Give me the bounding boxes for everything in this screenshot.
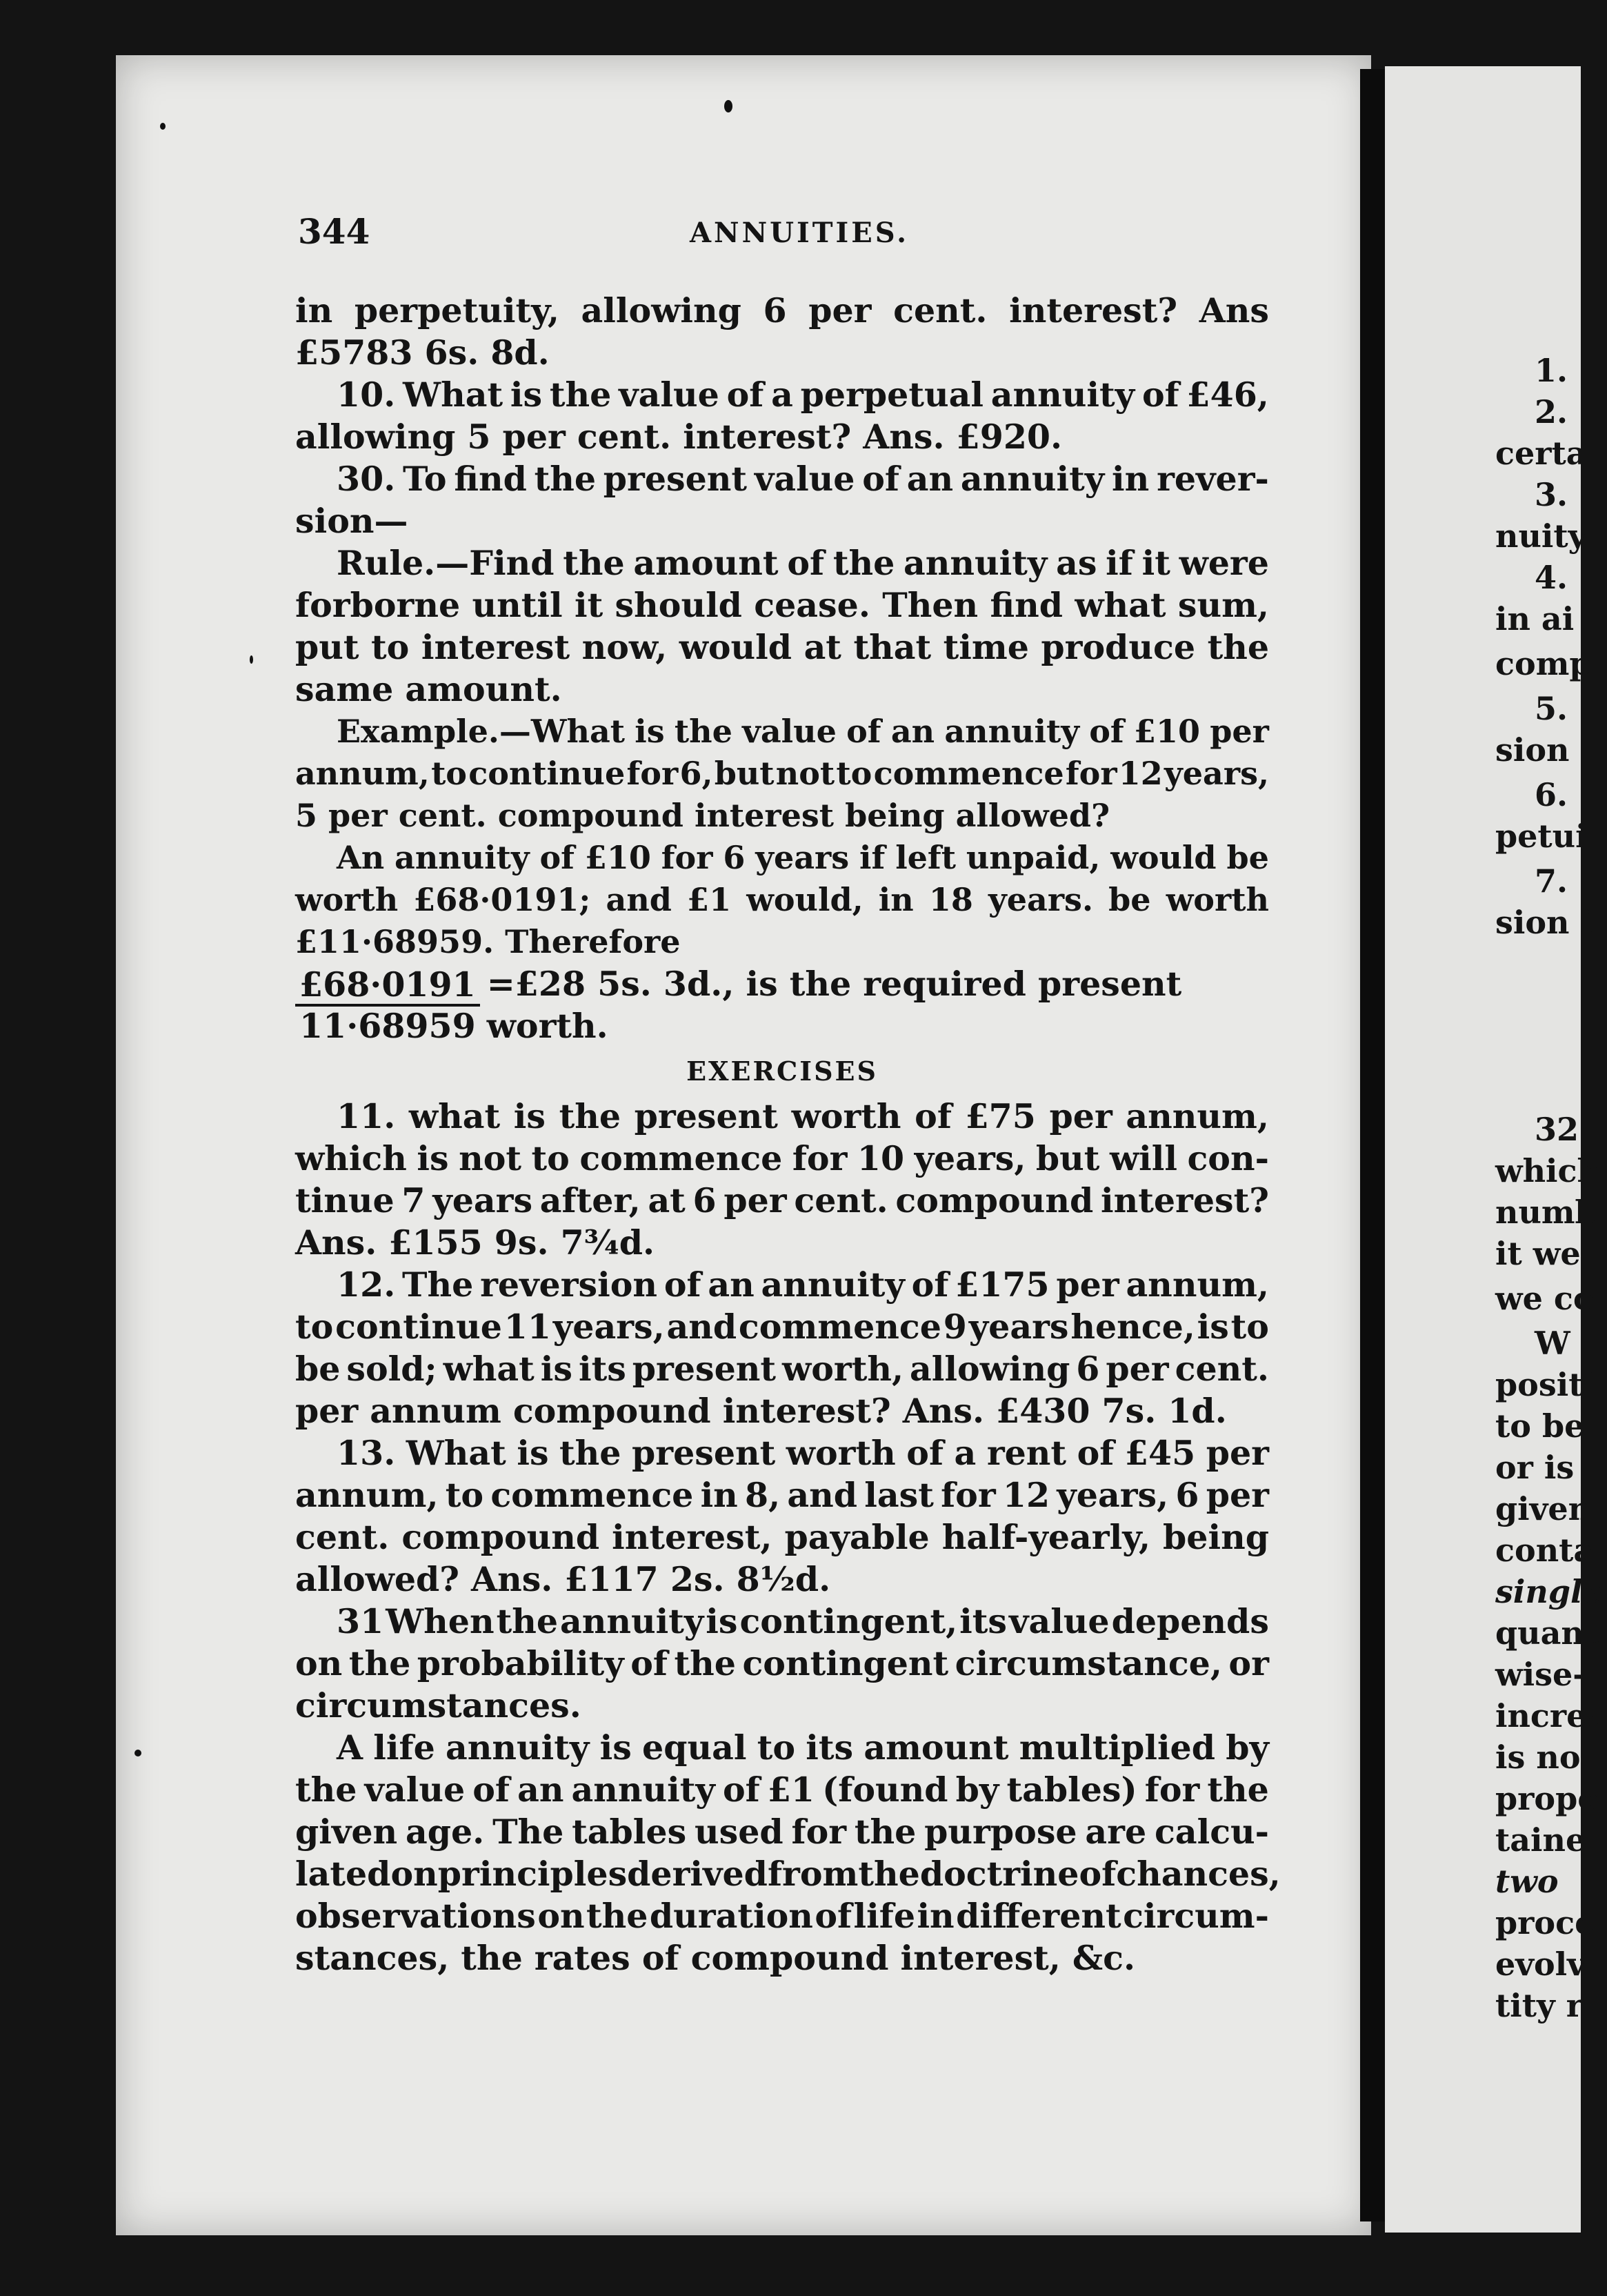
text-line: forborne until it should cease. Then find what sum, <box>295 585 1269 625</box>
text-line: lated on principles derived from the doctrine of chances, <box>295 1854 1281 1894</box>
exercises-heading: EXERCISES <box>686 1056 878 1087</box>
text-line: annum, to commence in 8, and last for 12 years, 6 per <box>295 1475 1269 1515</box>
text-line: in perpetuity, allowing 6 per cent. interest? Ans <box>295 290 1269 330</box>
text-line: cent. compound interest, payable half-yearly, being <box>295 1517 1269 1557</box>
text-line: same amount. <box>295 669 562 709</box>
facing-page-fragment: 4. <box>1535 559 1568 596</box>
facing-page-fragment: in ai <box>1495 600 1575 637</box>
text-line: to continue 11 years, and commence 9 years hence, is to <box>295 1307 1269 1347</box>
text-line: worth £68·0191; and £1 would, in 18 years. be worth <box>295 881 1269 918</box>
facing-page-fragment: certa <box>1495 435 1587 472</box>
fraction-numerator: £68·0191 <box>295 965 480 1007</box>
facing-page-fragment: or is <box>1495 1449 1575 1486</box>
fraction-denominator: 11·68959 <box>299 1006 476 1046</box>
text-block-2 <box>295 1096 1281 1979</box>
text-line: tinue 7 years after, at 6 per cent. compound interest? <box>295 1180 1269 1220</box>
text-line: A life annuity is equal to its amount multiplied by <box>337 1728 1269 1768</box>
facing-page-fragment: evolv <box>1495 1946 1586 1983</box>
facing-page-fragment: sion <box>1495 731 1570 769</box>
facing-page-fragment: positi <box>1495 1366 1595 1403</box>
text-line: Ans. £155 9s. 7¾d. <box>295 1223 655 1263</box>
facing-page-fragment: to be <box>1495 1407 1585 1445</box>
ink-spot <box>160 123 166 130</box>
facing-page-fragment: which <box>1495 1152 1600 1189</box>
text-line: Example.—What is the value of an annuity of £10 per <box>337 713 1269 750</box>
facing-page-fragment: 5. <box>1535 690 1568 727</box>
text-line: 11. what is the present worth of £75 per annum, <box>337 1096 1269 1136</box>
ink-spot <box>724 100 732 112</box>
ink-spot <box>134 1750 141 1756</box>
text-line: allowed? Ans. £117 2s. 8½d. <box>295 1559 831 1599</box>
text-line: 13. What is the present worth of a rent of £45 per <box>337 1433 1269 1473</box>
facing-page-fragment: nuity <box>1495 517 1587 555</box>
facing-page-fragment: we co <box>1495 1280 1595 1317</box>
facing-page-fragment: quant <box>1495 1614 1599 1652</box>
text-line: be sold; what is its present worth, allowing 6 per cent. <box>295 1349 1269 1389</box>
text-line: £5783 6s. 8d. <box>295 333 550 373</box>
text-line: observations on the duration of life in different circum- <box>295 1896 1269 1936</box>
text-line: on the probability of the contingent circumstance, or <box>295 1643 1269 1683</box>
facing-page-fragment: single <box>1495 1573 1603 1610</box>
page-header <box>0 211 1581 253</box>
facing-page-fragment: 7. <box>1535 862 1568 900</box>
text-line: put to interest now, would at that time produce the <box>295 627 1269 667</box>
facing-page-fragment: 1. <box>1535 352 1568 389</box>
text-line: 30. To find the present value of an annuity in rever- <box>337 459 1269 499</box>
facing-page-fragment: 6. <box>1535 776 1568 813</box>
facing-page-fragment: W <box>1535 1325 1570 1362</box>
facing-page-fragment: numb <box>1495 1194 1597 1231</box>
facing-page-fragment: comp <box>1495 645 1592 682</box>
facing-page-fragment: two <box>1495 1863 1559 1900</box>
text-line: 31 When the annuity is contingent, its value depends <box>337 1601 1269 1641</box>
fraction-line <box>295 963 1269 1047</box>
facing-page-fragment: petui <box>1495 818 1588 855</box>
text-block-1 <box>295 290 1269 963</box>
book-gutter <box>1360 69 1385 2221</box>
text-line: which is not to commence for 10 years, but will con- <box>295 1138 1269 1178</box>
ink-spot <box>250 655 253 664</box>
page-number: 344 <box>298 211 370 252</box>
text-line: Rule.—Find the amount of the annuity as if it were <box>337 543 1269 583</box>
facing-page-fragment: increa <box>1495 1697 1607 1734</box>
text-line: stances, the rates of compound interest, &c. <box>295 1938 1136 1978</box>
facing-page-fragment: given <box>1495 1490 1592 1527</box>
text-line: annum, to continue for 6, but not to commence for 12 years, <box>295 755 1269 792</box>
facing-page-fragment: it we <box>1495 1235 1581 1272</box>
text-line: An annuity of £10 for 6 years if left unpaid, would be <box>337 839 1269 876</box>
facing-page-fragment: sion i <box>1495 904 1593 941</box>
page-body <box>295 290 1281 1979</box>
fraction-result: =£28 5s. 3d., is the required present worth. <box>486 964 1182 1046</box>
text-line: circumstances. <box>295 1685 581 1725</box>
text-line: 12. The reversion of an annuity of £175 per annum, <box>337 1265 1269 1305</box>
text-line: the value of an annuity of £1 (found by tables) for the <box>295 1770 1269 1810</box>
fraction <box>295 965 480 1045</box>
facing-page-fragment: proce <box>1495 1904 1595 1941</box>
text-line: per annum compound interest? Ans. £430 7s. 1d. <box>295 1391 1227 1431</box>
facing-page-fragment: 3. <box>1535 476 1568 513</box>
facing-page-fragment: propo <box>1495 1780 1599 1817</box>
text-line: sion— <box>295 501 408 541</box>
text-line: 5 per cent. compound interest being allowed? <box>295 797 1110 834</box>
facing-page-fragment: conta <box>1495 1532 1595 1569</box>
facing-page-fragment: is no <box>1495 1739 1581 1776</box>
text-line: given age. The tables used for the purpose are calcu- <box>295 1812 1269 1852</box>
facing-page-fragment: taine <box>1495 1821 1586 1859</box>
facing-page-fragment: wise- <box>1495 1656 1586 1693</box>
text-line: allowing 5 per cent. interest? Ans. £920. <box>295 417 1063 457</box>
text-line: 10. What is the value of a perpetual annuity of £46, <box>337 375 1269 415</box>
running-title: ANNUITIES. <box>690 217 910 249</box>
facing-page-fragment: 32 <box>1535 1111 1579 1148</box>
text-line: £11·68959. Therefore <box>295 923 681 960</box>
facing-page-fragment: 2. <box>1535 393 1568 430</box>
facing-page-fragment: tity r <box>1495 1987 1583 2024</box>
facing-page <box>1385 66 1607 2233</box>
